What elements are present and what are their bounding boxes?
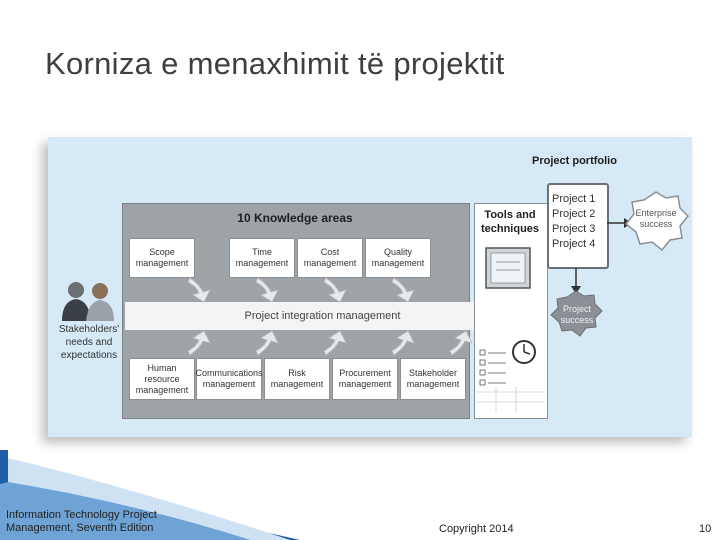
footer-line: Management, Seventh Edition	[6, 522, 154, 534]
slide-title: Korniza e menaxhimit të projektit	[45, 46, 505, 81]
knowledge-areas-title: 10 Knowledge areas	[237, 211, 353, 225]
enterprise-success-label	[628, 208, 684, 230]
footer-copyright: Copyright 2014	[439, 523, 514, 535]
box-label: management	[235, 258, 289, 268]
box-label: resource	[144, 373, 180, 384]
box-label: Human	[147, 362, 177, 373]
tools-line: Tools and	[484, 209, 536, 221]
project-portfolio-label: Project portfolio	[532, 155, 617, 167]
box-label: Quality	[383, 247, 412, 257]
project-item: Project 3	[552, 223, 596, 235]
badge-line: Enterprise	[635, 208, 677, 218]
badge-line: Project	[562, 304, 591, 314]
box-label: management	[338, 379, 392, 389]
box-label: management	[135, 258, 189, 268]
tools-line: techniques	[480, 223, 540, 235]
box-label: Risk	[288, 368, 306, 378]
box-label: management	[371, 258, 425, 268]
badge-line: success	[639, 219, 673, 229]
stakeholders-line: Stakeholders'	[58, 324, 120, 335]
stakeholders-line: needs and	[65, 337, 113, 348]
footer-line: Information Technology Project	[6, 509, 157, 521]
box-label: Communications	[195, 368, 263, 378]
box-label: management	[303, 258, 357, 268]
project-item: Project 2	[552, 208, 596, 220]
box-label: management	[406, 379, 460, 389]
box-label: Time	[252, 247, 272, 257]
box-label: management	[135, 384, 189, 395]
box-label: management	[202, 379, 256, 389]
project-success-label	[555, 304, 599, 326]
integration-label: Project integration management	[244, 310, 401, 322]
page-number: 10	[699, 523, 712, 535]
box-label: Cost	[320, 247, 340, 257]
box-label: Stakeholder	[408, 368, 458, 378]
project-item: Project 4	[552, 238, 596, 250]
stakeholders-line: expectations	[60, 350, 118, 361]
project-item: Project 1	[552, 193, 596, 205]
footer-course-title	[6, 509, 157, 535]
box-label: Scope	[149, 247, 175, 257]
box-label: Procurement	[339, 368, 391, 378]
box-label: management	[270, 379, 324, 389]
badge-line: success	[560, 315, 594, 325]
